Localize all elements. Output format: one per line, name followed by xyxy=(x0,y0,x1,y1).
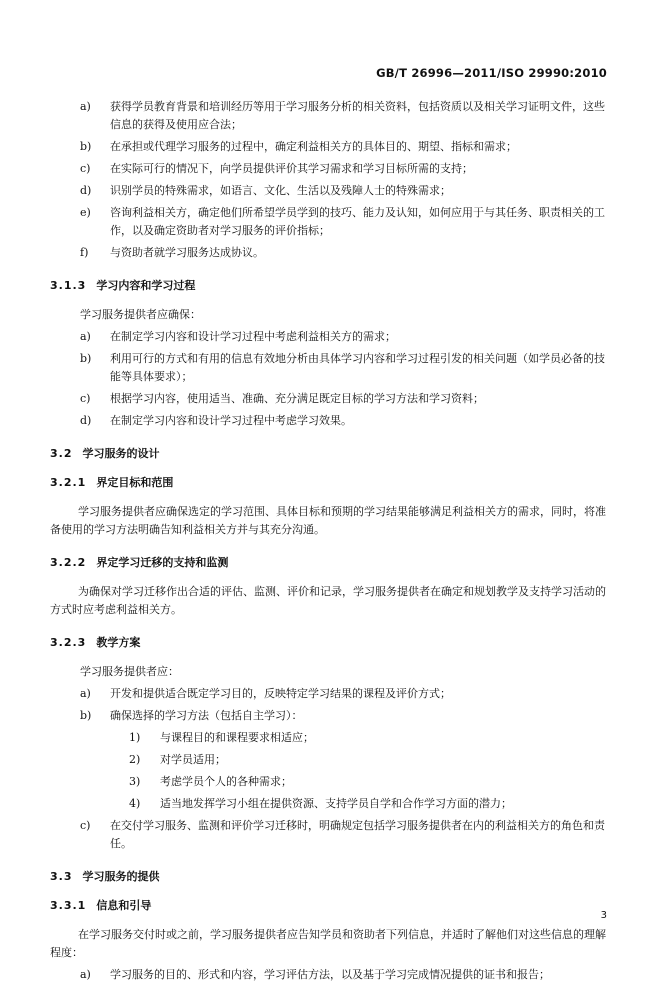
list-item-text: 与课程目的和课程要求相适应； xyxy=(160,731,314,744)
list-item-text: 获得学员教育背景和培训经历等用于学习服务分析的相关资料，包括资质以及相关学习证明文件，这些信息的获得及使用应合法； xyxy=(110,100,605,131)
paragraph: 为确保对学习迁移作出合适的评估、监测、评价和记录，学习服务提供者在确定和规划教学及支持学习活动的方式时应考虑利益相关方。 xyxy=(50,585,606,616)
list-item xyxy=(50,160,610,178)
paragraph: 学习服务提供者应确保选定的学习范围、具体目标和预期的学习结果能够满足利益相关方的需求，同时，将准备使用的学习方法明确告知利益相关方并与其充分沟通。 xyxy=(50,505,606,536)
list-marker: a) xyxy=(80,687,91,700)
list-item-text: 开发和提供适合既定学习目的，反映特定学习结果的课程及评价方式； xyxy=(110,687,451,700)
list-item-text: 适当地发挥学习小组在提供资源、支持学员自学和合作学习方面的潜力； xyxy=(160,797,512,810)
section-heading-3-2 xyxy=(50,445,610,463)
list-item xyxy=(50,244,610,262)
section-title: 学习服务的提供 xyxy=(82,870,160,883)
section-title: 界定目标和范围 xyxy=(96,476,174,489)
section-heading-3-3 xyxy=(50,868,610,886)
list-marker: 4) xyxy=(129,797,141,810)
section-number: 3.2.2 xyxy=(50,556,87,569)
section-number: 3.1.3 xyxy=(50,279,87,292)
section-number: 3.2.3 xyxy=(50,636,87,649)
list-marker: c) xyxy=(80,819,91,832)
section-heading-3-2-1 xyxy=(50,474,610,492)
list-item-text: 在制定学习内容和设计学习过程中考虑学习效果。 xyxy=(110,414,352,427)
list-item xyxy=(50,412,610,430)
section-title: 界定学习迁移的支持和监测 xyxy=(96,556,229,569)
list-marker: a) xyxy=(80,330,91,343)
section-title: 信息和引导 xyxy=(96,899,152,912)
list-item xyxy=(50,328,610,346)
list-item-text: 咨询利益相关方，确定他们所希望学员学到的技巧、能力及认知，如何应用于与其任务、职责相关的工作，以及确定资助者对学习服务的评价指标； xyxy=(110,206,605,237)
paragraph: 学习服务提供者应确保： xyxy=(80,308,201,321)
list-item-text: 学习服务的目的、形式和内容，学习评估方法，以及基于学习完成情况提供的证书和报告； xyxy=(110,968,550,981)
list-marker: 2) xyxy=(129,753,141,766)
list-marker: a) xyxy=(80,968,91,981)
list-item-text: 确保选择的学习方法（包括自主学习）： xyxy=(110,709,303,722)
list-marker: b) xyxy=(80,352,92,365)
paragraph: 在学习服务交付时或之前，学习服务提供者应告知学员和资助者下列信息，并适时了解他们对这些信息的理解程度： xyxy=(50,928,606,959)
list-item xyxy=(50,817,610,853)
section-number: 3.2.1 xyxy=(50,476,87,489)
list-marker: f) xyxy=(80,246,89,259)
list-marker: d) xyxy=(80,184,92,197)
section-number: 3.2 xyxy=(50,447,73,460)
list-item-text: 对学员适用； xyxy=(160,753,226,766)
section-title: 学习内容和学习过程 xyxy=(96,279,196,292)
paragraph: 学习服务提供者应： xyxy=(80,665,179,678)
sub-list-item xyxy=(50,729,610,747)
sub-list-item xyxy=(50,773,610,791)
list-item-text: 在制定学习内容和设计学习过程中考虑利益相关方的需求； xyxy=(110,330,396,343)
section-heading-3-2-2 xyxy=(50,554,610,572)
list-item xyxy=(50,707,610,725)
list-item-text: 利用可行的方式和有用的信息有效地分析由具体学习内容和学习过程引发的相关问题（如学员必备的技能等具体要求）； xyxy=(110,352,605,383)
list-item-text: 考虑学员个人的各种需求； xyxy=(160,775,292,788)
list-item xyxy=(50,350,610,386)
section-title: 教学方案 xyxy=(96,636,141,649)
sub-list-item xyxy=(50,795,610,813)
list-item-text: 与资助者就学习服务达成协议。 xyxy=(110,246,264,259)
list-item-text: 在承担或代理学习服务的过程中，确定利益相关方的具体目的、期望、指标和需求； xyxy=(110,140,517,153)
list-item xyxy=(50,182,610,200)
section-number: 3.3 xyxy=(50,870,73,883)
list-item xyxy=(50,138,610,156)
list-marker: 1) xyxy=(129,731,141,744)
section-number: 3.3.1 xyxy=(50,899,87,912)
list-item xyxy=(50,98,610,134)
list-marker: a) xyxy=(80,100,91,113)
sub-list-item xyxy=(50,751,610,769)
list-marker: 3) xyxy=(129,775,141,788)
list-item-text: 根据学习内容，使用适当、准确、充分满足既定目标的学习方法和学习资料； xyxy=(110,392,484,405)
list-marker: c) xyxy=(80,392,91,405)
section-heading-3-2-3 xyxy=(50,634,610,652)
list-marker: b) xyxy=(80,709,92,722)
list-item-text: 在交付学习服务、监测和评价学习迁移时，明确规定包括学习服务提供者在内的利益相关方的角色和责任。 xyxy=(110,819,605,850)
page-number: 3 xyxy=(600,910,607,921)
list-item xyxy=(50,204,610,240)
page-content xyxy=(50,98,610,988)
section-title: 学习服务的设计 xyxy=(82,447,160,460)
list-marker: c) xyxy=(80,162,91,175)
list-item xyxy=(50,390,610,408)
section-heading-3-1-3 xyxy=(50,277,610,295)
list-marker: d) xyxy=(80,414,92,427)
standard-number-header: GB/T 26996—2011/ISO 29990:2010 xyxy=(376,66,607,80)
list-item xyxy=(50,966,610,984)
list-marker: e) xyxy=(80,206,91,219)
list-marker: b) xyxy=(80,140,92,153)
list-item-text: 在实际可行的情况下，向学员提供评价其学习需求和学习目标所需的支持； xyxy=(110,162,473,175)
list-item-text: 识别学员的特殊需求，如语言、文化、生活以及残障人士的特殊需求； xyxy=(110,184,451,197)
section-heading-3-3-1 xyxy=(50,897,610,915)
list-item xyxy=(50,685,610,703)
